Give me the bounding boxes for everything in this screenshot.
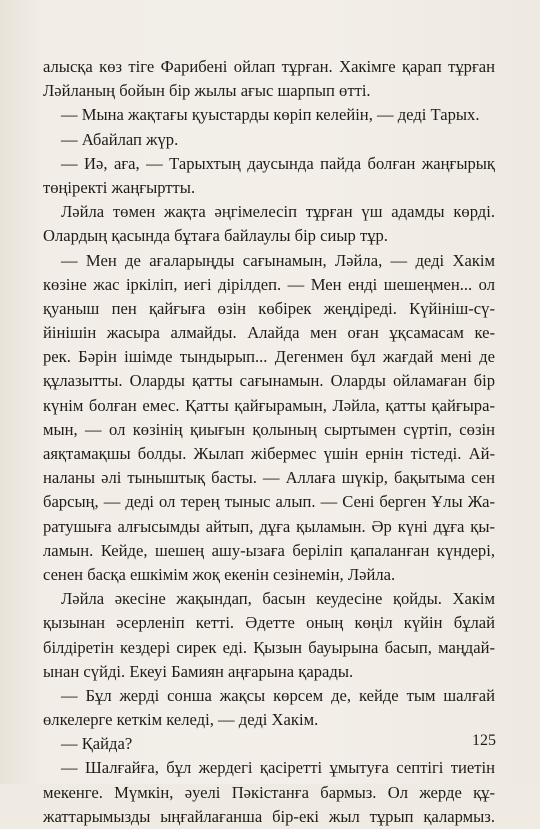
text-line: жаттарымызды ыңғайлағанша бір-екі жыл тұрып қалармыз.: [43, 806, 495, 826]
text-line: Ләйла төмен жақта әңгімелесіп тұрған үш адамды көрді.: [61, 202, 495, 222]
text-line: алысқа көз тіге Фарибені ойлап тұрған. Хакімге қарап тұрған: [43, 57, 495, 76]
text-line: құлазытты. Оларды қатты сағынамын. Оларды ойламаған бір: [43, 371, 495, 391]
text-line: көзіне жас іркіліп, иегі дірілдеп. — Мен енді шешеңмен... ол: [43, 274, 495, 294]
text-line: — Бұл жерді сонша жақсы көрсем де, кейде тым шалғай: [61, 685, 495, 705]
text-line: Ләйла әкесіне жақындап, басын кеудесіне қойды. Хакім: [61, 589, 495, 609]
text-line: Олардың қасында бұтаға байлаулы бір сиыр тұр.: [43, 226, 388, 246]
text-line: өлкелерге кеткім келеді, — деді Хакім.: [43, 710, 319, 730]
text-line: — Мына жақтағы қуыстарды көріп келейін, — деді Тарых.: [61, 105, 480, 125]
text-line: күнім болған емес. Қатты қайғырамын, Ләйла, қатты қайғыра-: [43, 395, 495, 415]
text-line: — Қайда?: [61, 734, 133, 754]
text-line: мекенге. Мүмкін, әуелі Пәкістанға бармыз. Ол жерде құ-: [43, 782, 495, 802]
text-line: — Мен де ағаларыңды сағынамын, Ләйла, — деді Хакім: [61, 250, 495, 270]
text-line: барсың, — деді ол терең тыныс алып. — Сені берген Ұлы Жа-: [43, 492, 495, 512]
text-line: ламын. Кейде, шешең ашу-ызаға беріліп қапаланған күндері,: [43, 540, 495, 560]
page-number: 125: [472, 732, 496, 749]
text-line: ынан сүйді. Екеуі Бамиян аңғарына қарады.: [43, 661, 354, 681]
text-line: наланы әлі тыныштық басты. — Аллаға шүкір, бақытыма сен: [43, 468, 495, 488]
text-line: — Шалғайға, бұл жердегі қасіретті ұмытуға септігі тиетін: [61, 758, 495, 778]
text-line: мын, — ол көзінің қиығын қолының сыртымен сүртіп, сөзін: [43, 419, 495, 439]
text-line: қызынан әсерленіп кетті. Әдетте оның көңіл күйін бұлай: [43, 613, 495, 633]
text-line: төңіректі жаңғыртты.: [43, 177, 196, 197]
text-line: сенен басқа ешкімім жоқ екенін сезінемін, Ләйла.: [43, 564, 396, 584]
text-line: қуаныш пен қайғыға өзін көбірек жеңдіреді. Күйініш-сү-: [43, 298, 495, 318]
text-line: — Иә, аға, — Тарыхтың даусында пайда болған жаңғырық: [61, 153, 495, 173]
text-line: йінішін жасыра алмайды. Алайда мен оған ұқсамасам ке-: [43, 323, 495, 343]
text-line: ратушыға алғысымды айтып, дұға қыламын. Әр күні дұға қы-: [43, 516, 495, 536]
text-line: аяқтамақшы болды. Жылап жібермес үшін ернін тістеді. Ай-: [43, 444, 495, 463]
text-line: Ләйланың бойын бір жылы ағыс шарпып өтті.: [43, 81, 371, 101]
text-line: рек. Бәрін ішімде тындырып... Дегенмен бұл жағдай мені де: [43, 347, 495, 367]
text-line: білдіретін кездері сирек еді. Қызын бауырына басып, маңдай-: [43, 637, 495, 657]
text-line: — Абайлап жүр.: [61, 129, 179, 149]
body-text: [43, 55, 495, 829]
